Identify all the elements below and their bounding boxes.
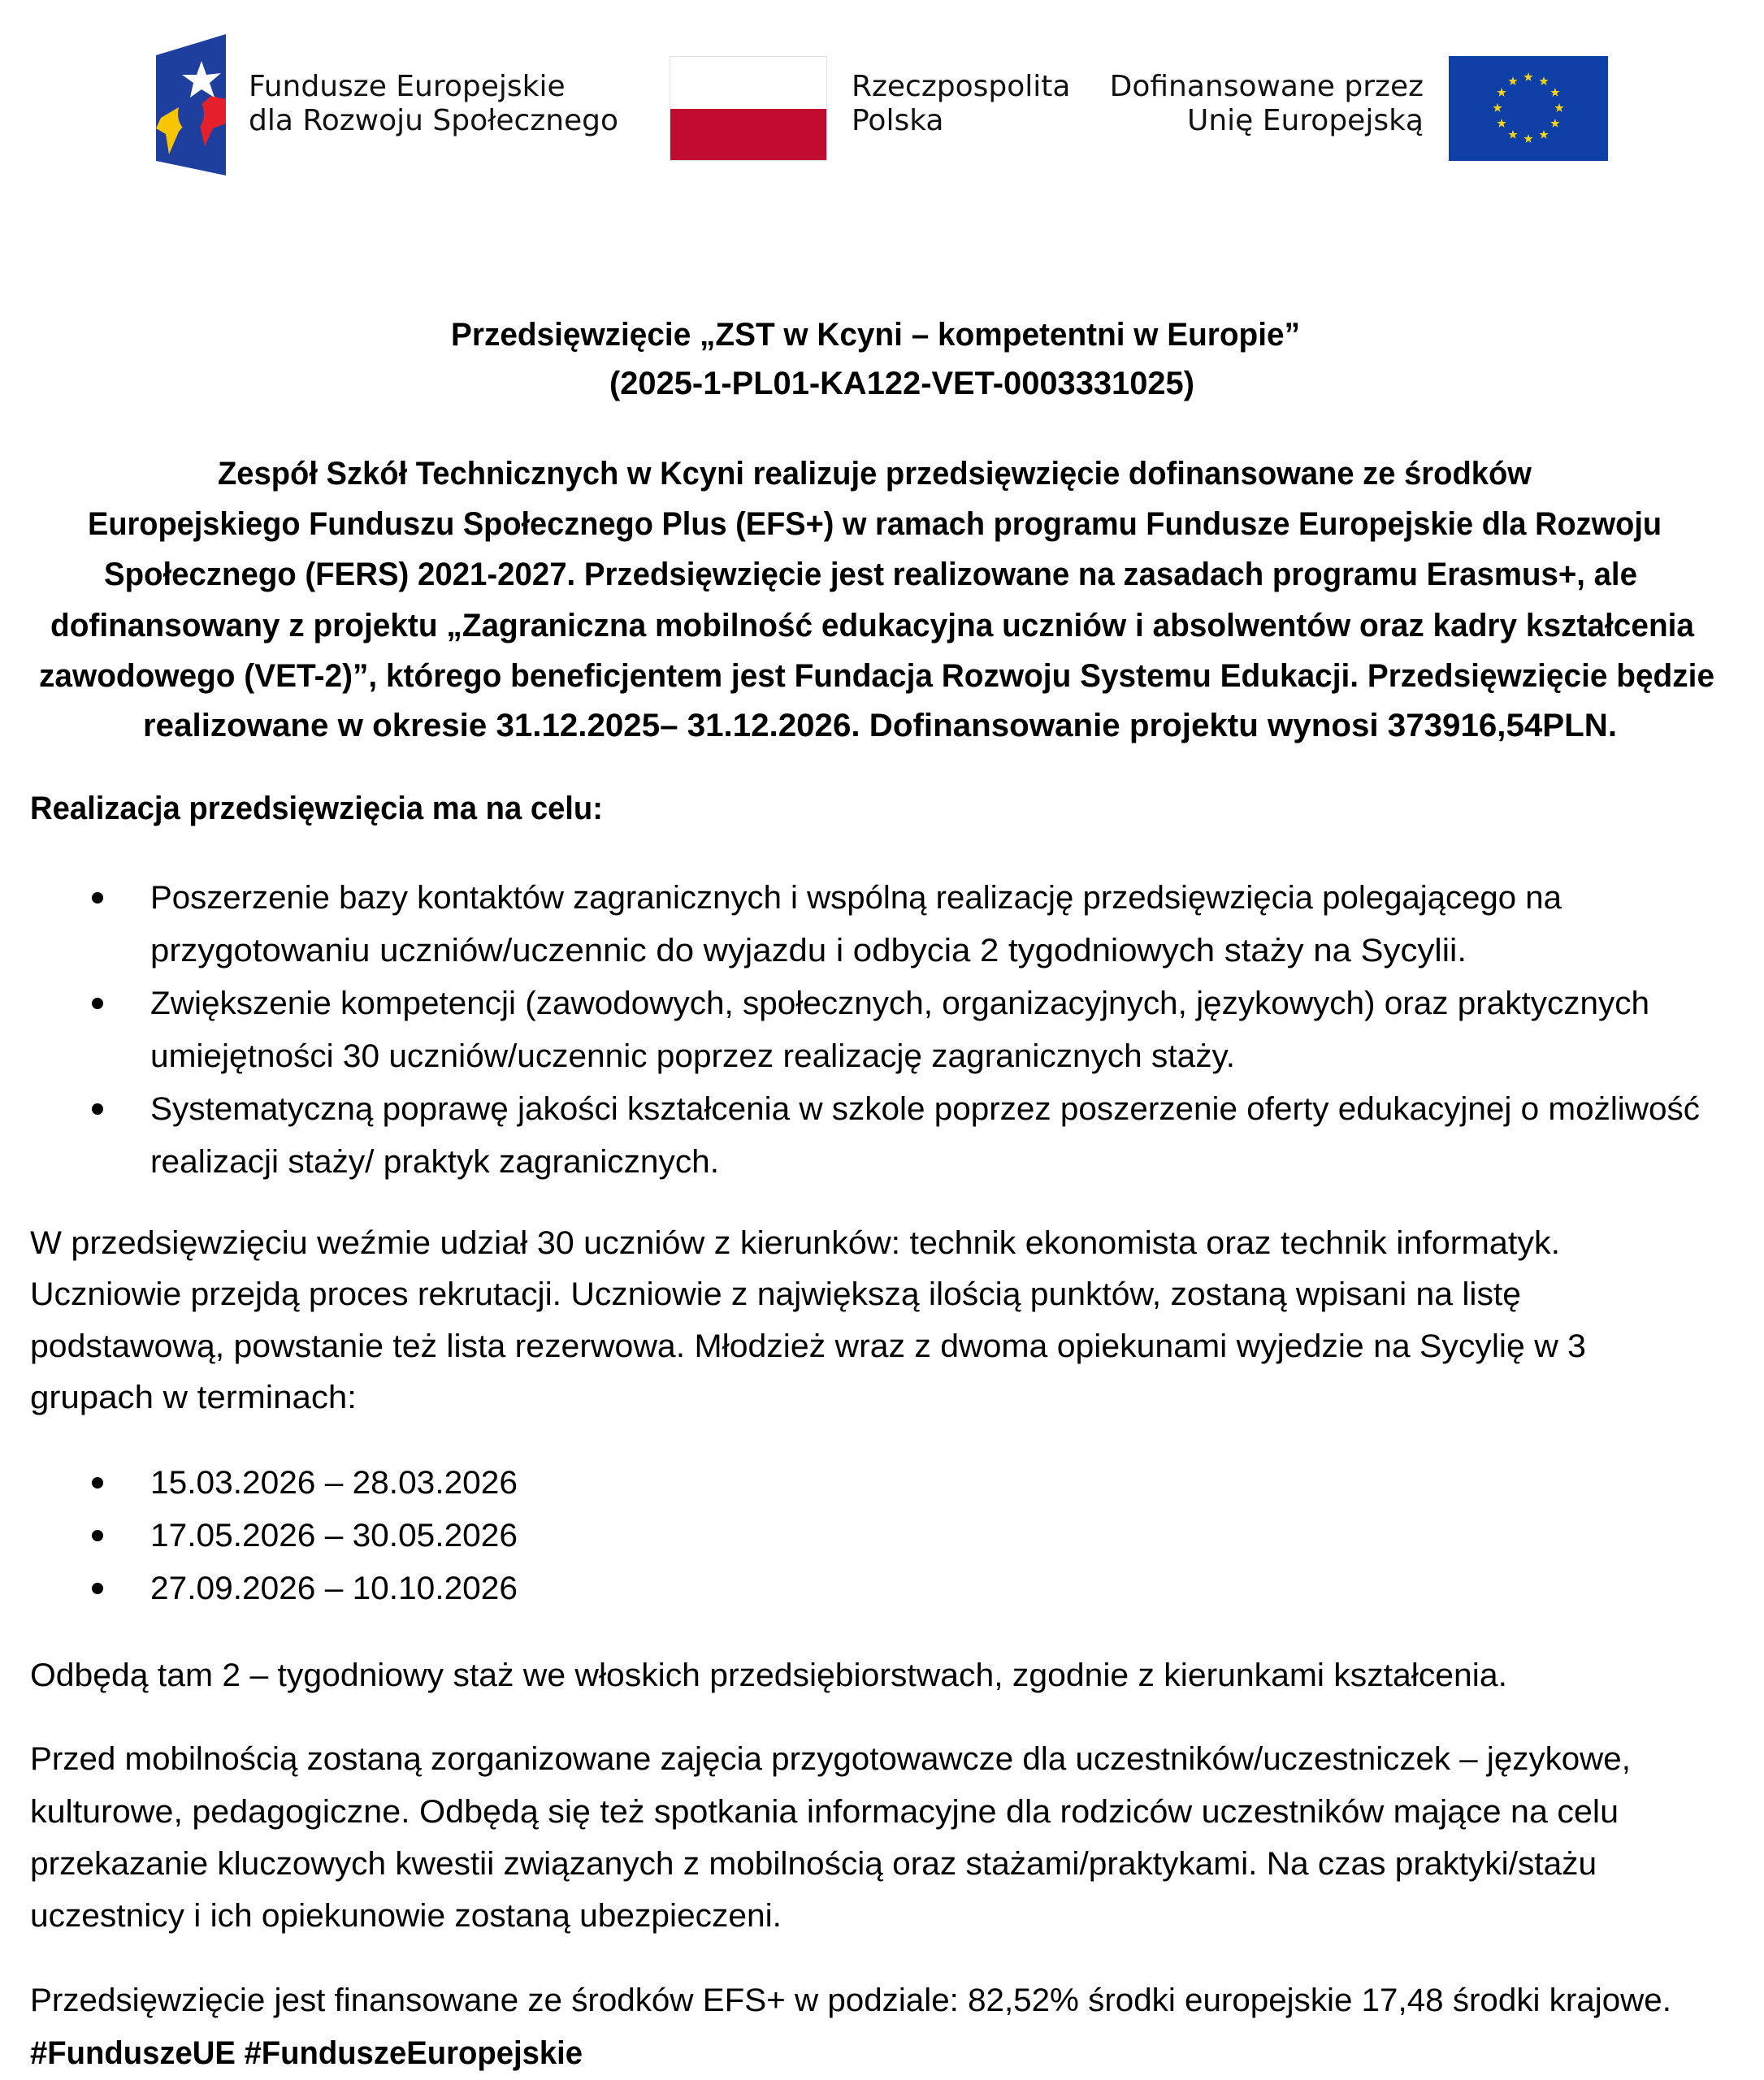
eu-star-icon — [1497, 88, 1506, 97]
eu-star-icon — [1539, 130, 1548, 139]
polish-flag-icon — [670, 56, 827, 161]
bullet-icon — [92, 1103, 103, 1115]
eu-star-icon — [1497, 119, 1506, 128]
eu-logo-line: Dofinansowane przez — [1109, 70, 1424, 103]
goal-line: Systematyczną poprawę jakości kształcenia w szkole poprzez poszerzenie oferty edukacyjnej o możliwość — [150, 1091, 1700, 1127]
pl-logo-line: Polska — [852, 104, 944, 137]
fe-logo-line: dla Rozwoju Społecznego — [249, 104, 619, 137]
preparation-line: kulturowe, pedagogiczne. Odbędą się też spotkania informacyjne dla rodziców uczestników mające na celu — [30, 1794, 1619, 1830]
bullet-icon — [92, 892, 103, 904]
intro-line: dofinansowany z projektu „Zagraniczna mobilność edukacyjna uczniów i absolwentów oraz kadry kształcenia — [50, 608, 1695, 644]
eu-star-icon — [1508, 130, 1517, 139]
intro-line: Społecznego (FERS) 2021-2027. Przedsięwzięcie jest realizowane na zasadach programu Erasmus+, ale — [104, 557, 1637, 592]
pl-logo-text — [852, 70, 1070, 138]
eu-logo-text — [1110, 70, 1424, 138]
intro-line: realizowane w okresie 31.12.2025– 31.12.2026. Dofinansowanie projektu wynosi 373916,54PLN. — [143, 708, 1618, 743]
bullet-icon — [92, 1583, 103, 1594]
date-range: 17.05.2026 – 30.05.2026 — [150, 1518, 518, 1554]
goal-line: przygotowaniu uczniów/uczennic do wyjazdu i odbycia 2 tygodniowych staży na Sycylii. — [150, 933, 1467, 968]
eu-flag-icon — [1449, 56, 1608, 161]
bullet-icon — [92, 1477, 103, 1488]
fe-logo-text — [249, 70, 618, 138]
participants-line: Uczniowie przejdą proces rekrutacji. Uczniowie z największą ilością punktów, zostaną wpisani na listę — [30, 1276, 1521, 1312]
participants-line: grupach w terminach: — [30, 1380, 357, 1415]
eu-star-icon — [1550, 119, 1559, 128]
intro-line: Zespół Szkół Technicznych w Kcyni realizuje przedsięwzięcie dofinansowane ze środków — [218, 456, 1532, 492]
goal-line: realizacji staży/ praktyk zagranicznych. — [150, 1144, 720, 1180]
eu-star-icon — [1554, 103, 1563, 112]
project-number: (2025-1-PL01-KA122-VET-0003331025) — [609, 366, 1194, 401]
participants-line: W przedsięwzięciu weźmie udział 30 uczniów z kierunków: technik ekonomista oraz technik informatyk. — [30, 1225, 1561, 1261]
page-title: Przedsięwzięcie „ZST w Kcyni – kompetentni w Europie” — [451, 317, 1300, 353]
date-range: 15.03.2026 – 28.03.2026 — [150, 1465, 518, 1501]
internship-text: Odbędą tam 2 – tygodniowy staż we włoskich przedsiębiorstwach, zgodnie z kierunkami kształcenia. — [30, 1658, 1507, 1693]
eu-star-icon — [1493, 103, 1502, 112]
intro-line: Europejskiego Funduszu Społecznego Plus (EFS+) w ramach programu Fundusze Europejskie dla Rozwoju — [88, 506, 1662, 542]
goal-line: Poszerzenie bazy kontaktów zagranicznych i wspólną realizację przedsięwzięcia polegającego na — [150, 880, 1562, 916]
eu-stars-icon — [1449, 56, 1608, 161]
preparation-line: Przed mobilnością zostaną zorganizowane zajęcia przygotowawcze dla uczestników/uczestniczek – językowe, — [30, 1741, 1631, 1777]
eu-star-icon — [1523, 72, 1532, 81]
fe-logo-icon — [154, 32, 228, 177]
eu-star-icon — [1539, 76, 1548, 85]
preparation-line: przekazanie kluczowych kwestii związanych z mobilnością oraz stażami/praktykami. Na czas praktyki/stażu — [30, 1846, 1597, 1882]
pl-logo-line: Rzeczpospolita — [852, 70, 1071, 103]
goals-heading: Realizacja przedsięwzięcia ma na celu: — [30, 791, 603, 826]
hashtags: #FunduszeUE #FunduszeEuropejskie — [30, 2035, 583, 2071]
bullet-icon — [92, 998, 103, 1009]
funding-text: Przedsięwzięcie jest finansowane ze środków EFS+ w podziale: 82,52% środki europejskie 17,48 środki krajowe. — [30, 1982, 1671, 2018]
eu-star-icon — [1508, 76, 1517, 85]
participants-line: podstawową, powstanie też lista rezerwowa. Młodzież wraz z dwoma opiekunami wyjedzie na Sycylię w 3 — [30, 1328, 1586, 1364]
goal-line: umiejętności 30 uczniów/uczennic poprzez realizację zagranicznych staży. — [150, 1038, 1236, 1074]
eu-logo-line: Unię Europejską — [1186, 104, 1424, 137]
preparation-line: uczestnicy i ich opiekunowie zostaną ubezpieczeni. — [30, 1898, 782, 1934]
eu-star-icon — [1550, 88, 1559, 97]
intro-line: zawodowego (VET-2)”, którego beneficjentem jest Fundacja Rozwoju Systemu Edukacji. Przedsięwzięcie będzie — [39, 658, 1715, 694]
bullet-icon — [92, 1530, 103, 1541]
goal-line: Zwiększenie kompetencji (zawodowych, społecznych, organizacyjnych, językowych) oraz praktycznych — [150, 986, 1650, 1021]
date-range: 27.09.2026 – 10.10.2026 — [150, 1571, 518, 1606]
eu-star-icon — [1523, 134, 1532, 143]
fe-logo-line: Fundusze Europejskie — [249, 70, 566, 103]
